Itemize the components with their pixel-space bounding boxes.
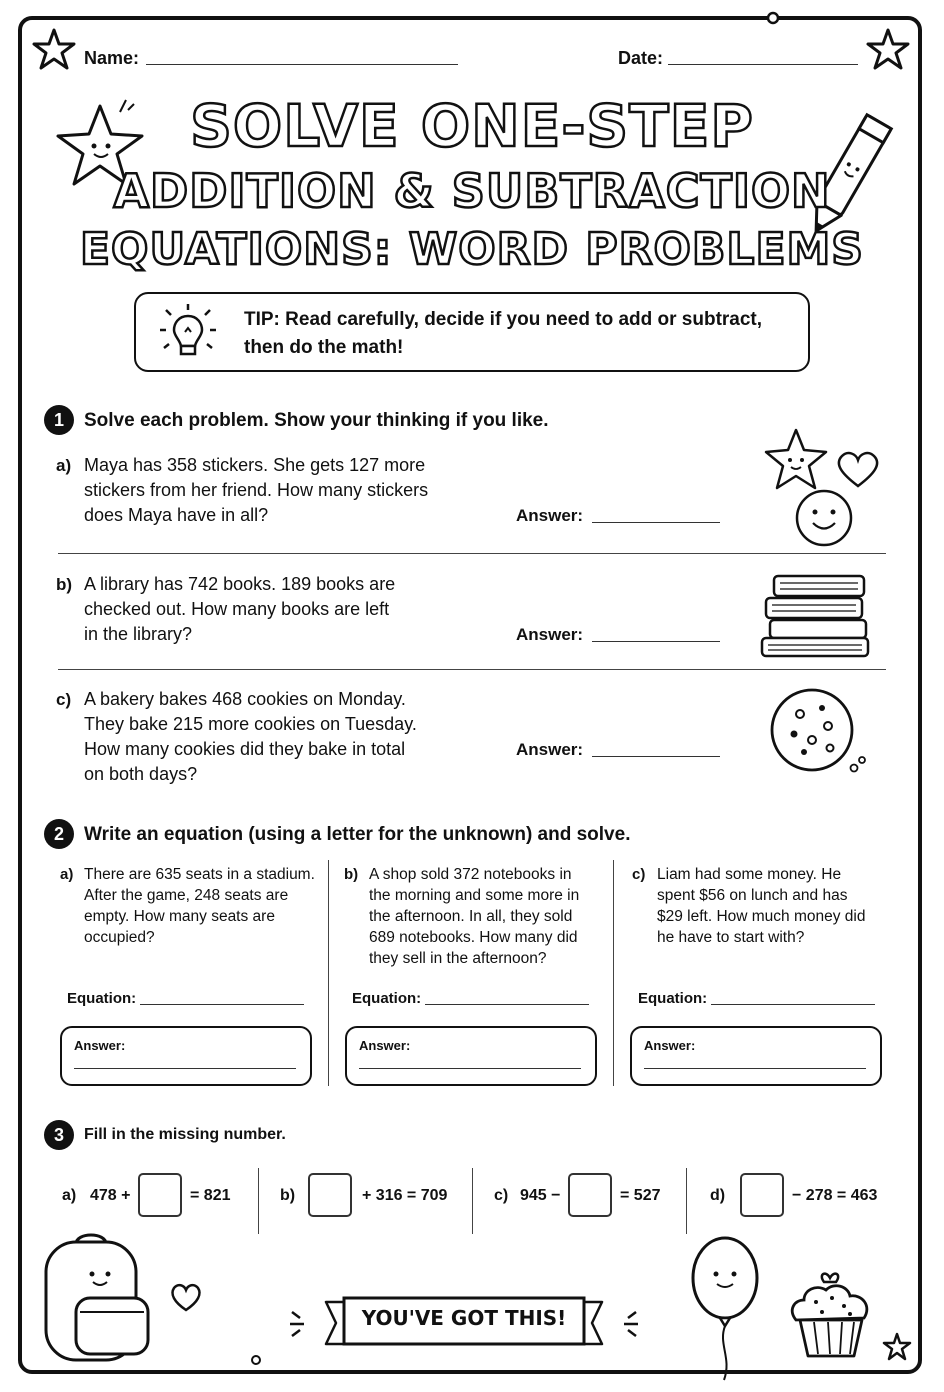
problem-2c-answer-box[interactable]: Answer: <box>630 1026 882 1086</box>
problem-3c-missing-number-box[interactable] <box>568 1173 612 1217</box>
cupcake-icon <box>788 1268 874 1360</box>
title-line-3: EQUATIONS: WORD PROBLEMS <box>80 224 864 275</box>
problem-3d-label: d) <box>710 1187 726 1204</box>
problem-2a-equation-label: Equation: <box>67 990 137 1007</box>
problem-2c-equation-label: Equation: <box>638 990 708 1007</box>
dot-icon <box>250 1354 262 1366</box>
problem-1b-label: b) <box>56 575 73 594</box>
problem-3a-after: = 821 <box>190 1187 231 1204</box>
books-icon <box>760 572 874 660</box>
problem-2b-answer-box[interactable]: Answer: <box>345 1026 597 1086</box>
problem-3d-missing-number-box[interactable] <box>740 1173 784 1217</box>
problem-1b-answer-field[interactable] <box>592 641 720 642</box>
problem-3b-after: + 316 = 709 <box>362 1187 448 1204</box>
problem-2c-label: c) <box>632 866 646 883</box>
title-line-2: ADDITION & SUBTRACTION <box>113 164 831 218</box>
problem-2b-equation-field[interactable] <box>425 1004 589 1005</box>
problem-2b-equation-label: Equation: <box>352 990 422 1007</box>
problem-3c-label: c) <box>494 1187 509 1204</box>
title-line-1: SOLVE ONE-STEP <box>190 92 754 160</box>
problem-2a-answer-box[interactable]: Answer: <box>60 1026 312 1086</box>
balloon-icon <box>690 1234 760 1384</box>
problem-2c-equation-field[interactable] <box>711 1004 875 1005</box>
problem-1c-label: c) <box>56 690 72 709</box>
section-2-number: 2 <box>44 819 74 849</box>
problem-3a-before: 478 + <box>90 1187 131 1204</box>
section-2-heading: Write an equation (using a letter for the unknown) and solve. <box>84 824 631 845</box>
problem-1c-text: A bakery bakes 468 cookies on Monday. They bake 215 more cookies on Tuesday. How many cookies did they bake in total on both days? <box>84 689 417 784</box>
divider <box>58 669 886 670</box>
lightbulb-icon <box>158 302 218 362</box>
stickers-icon <box>758 424 888 550</box>
problem-1b-answer-label: Answer: <box>516 625 584 644</box>
problem-2a-label: a) <box>60 866 74 883</box>
problem-3d-after: − 278 = 463 <box>792 1187 878 1204</box>
date-label: Date: <box>618 48 664 68</box>
problem-1a-answer-label: Answer: <box>516 506 584 525</box>
backpack-icon <box>36 1228 156 1366</box>
problem-2a-equation-field[interactable] <box>140 1004 304 1005</box>
dot-icon <box>766 10 780 26</box>
section-1-number: 1 <box>44 405 74 435</box>
column-divider <box>328 860 329 1086</box>
divider <box>58 553 886 554</box>
section-3-heading: Fill in the missing number. <box>84 1126 286 1143</box>
problem-3b-missing-number-box[interactable] <box>308 1173 352 1217</box>
name-field[interactable] <box>146 64 458 65</box>
problem-1a-label: a) <box>56 456 72 475</box>
section-1-heading: Solve each problem. Show your thinking if you like. <box>84 410 549 431</box>
problem-2c-text: Liam had some money. He spent $56 on lunch and has $29 left. How much money did he have to start with? <box>657 866 866 946</box>
column-divider <box>472 1168 473 1234</box>
banner-text: YOU'VE GOT THIS! <box>361 1306 567 1330</box>
column-divider <box>613 860 614 1086</box>
problem-1a-answer-field[interactable] <box>592 522 720 523</box>
date-field[interactable] <box>668 64 858 65</box>
problem-1b-text: A library has 742 books. 189 books are checked out. How many books are left in the library? <box>84 574 396 644</box>
tip-box <box>134 292 810 372</box>
star-icon <box>866 28 910 72</box>
tip-text: TIP: Read carefully, decide if you need to add or subtract, then do the math! <box>244 309 763 358</box>
column-divider <box>686 1168 687 1234</box>
name-label: Name: <box>84 48 140 68</box>
section-3-number: 3 <box>44 1120 74 1150</box>
star-icon <box>882 1332 912 1362</box>
problem-1a-text: Maya has 358 stickers. She gets 127 more stickers from her friend. How many stickers does Maya have in all? <box>84 455 429 525</box>
problem-2b-text: A shop sold 372 notebooks in the morning and some more in the afternoon. In all, they sold 689 notebooks. How many did they sell in the afternoon? <box>369 866 580 967</box>
heart-icon <box>168 1280 204 1314</box>
column-divider <box>258 1168 259 1234</box>
problem-3a-label: a) <box>62 1187 77 1204</box>
problem-1c-answer-field[interactable] <box>592 756 720 757</box>
cookie-icon <box>770 688 870 776</box>
problem-3b-label: b) <box>280 1187 296 1204</box>
problem-1c-answer-label: Answer: <box>516 740 584 759</box>
problem-3c-before: 945 − <box>520 1187 561 1204</box>
problem-2b-label: b) <box>344 866 359 883</box>
problem-3c-after: = 527 <box>620 1187 661 1204</box>
star-icon <box>32 28 76 72</box>
problem-2a-text: There are 635 seats in a stadium. After the game, 248 seats are empty. How many seats are occupied? <box>84 866 315 946</box>
problem-3a-missing-number-box[interactable] <box>138 1173 182 1217</box>
